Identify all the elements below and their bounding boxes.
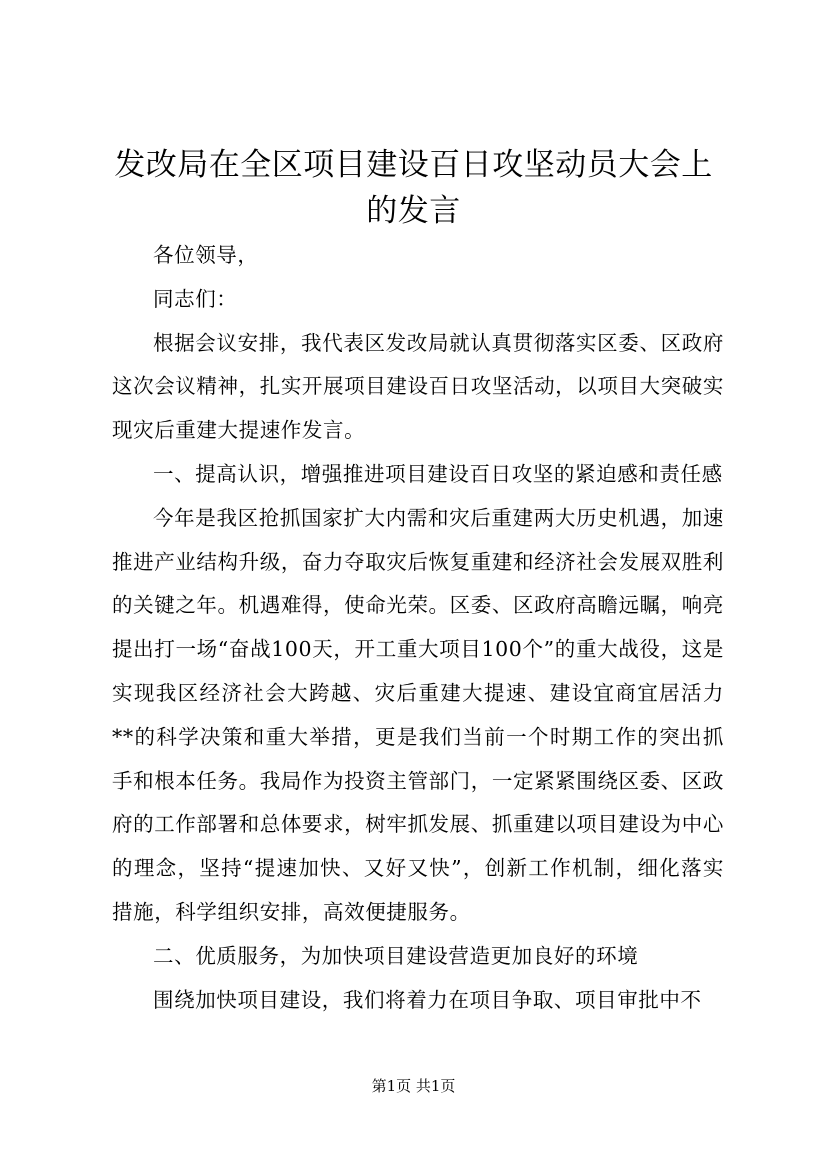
section-one-paragraph: 今年是我区抢抓国家扩大内需和灾后重建两大历史机遇，加速推进产业结构升级，奋力夺取灾后恢复重建和经济社会发展双胜利的关键之年。机遇难得，使命光荣。区委、区政府高瞻远瞩，响亮提出打一场“奋战100天，开工重大项目100个”的重大战役，这是实现我区经济社会大跨越、灾后重建大提速、建设宜商宜居活力**的科学决策和重大举措，更是我们当前一个时期工作的突出抓手和根本任务。我局作为投资主管部门，一定紧紧围绕区委、区政府的工作部署和总体要求，树牢抓发展、抓重建以项目建设为中心的理念，坚持“提速加快、又好又快”，创新工作机制，细化落实措施，科学组织安排，高效便捷服务。	[112, 505, 724, 924]
section-heading-two: 二、优质服务，为加快项目建设营造更加良好的环境	[153, 943, 639, 968]
document-title: 发改局在全区项目建设百日攻坚动员大会上的发言	[114, 147, 713, 229]
document-body	[112, 234, 724, 1022]
salutation-leaders: 各位领导，	[153, 243, 259, 267]
page-number-footer: 第1页 共1页	[371, 1077, 456, 1095]
salutation-comrades: 同志们：	[153, 286, 238, 311]
section-two-paragraph: 围绕加快项目建设，我们将着力在项目争取、项目审批中不	[153, 987, 702, 1012]
section-heading-one: 一、提高认识，增强推进项目建设百日攻坚的紧迫感和责任感	[153, 461, 723, 486]
intro-paragraph: 根据会议安排，我代表区发改局就认真贯彻落实区委、区政府这次会议精神，扎实开展项目建设百日攻坚活动，以项目大突破实现灾后重建大提速作发言。	[112, 330, 724, 443]
